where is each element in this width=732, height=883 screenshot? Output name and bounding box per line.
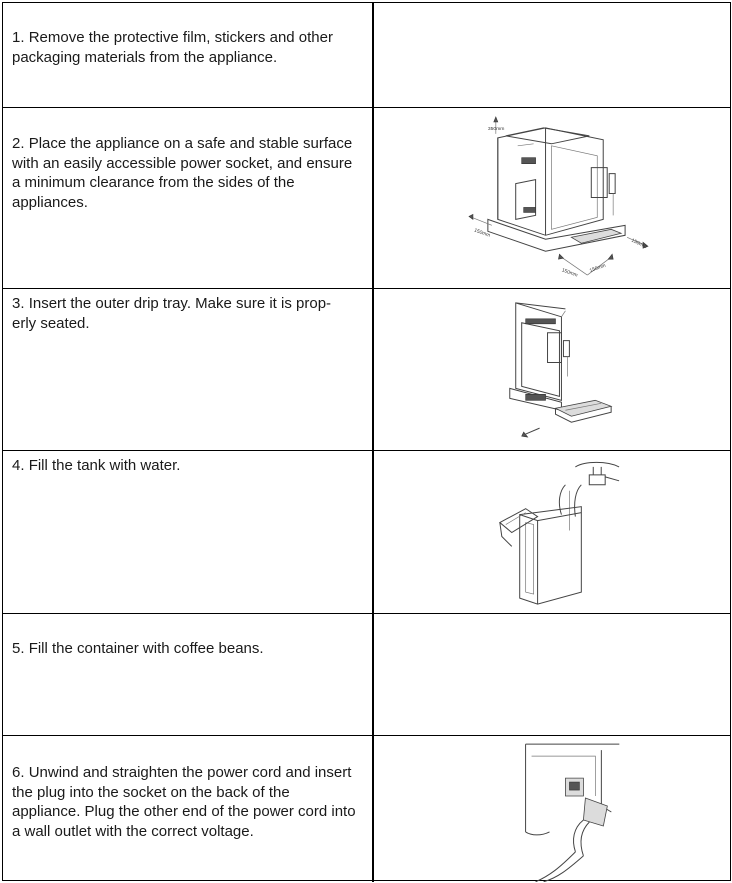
clearance-label-left: 150mm [473, 228, 491, 239]
step-image-cell [376, 289, 730, 450]
step-number: 5. [12, 640, 25, 657]
step-row-4 [3, 451, 730, 614]
instruction-table [2, 2, 731, 881]
step-number: 6. [12, 764, 25, 781]
step-text: Fill the tank with water. [28, 457, 181, 474]
clearance-label-front-right: 150mm [589, 263, 607, 274]
coffee-machine-clearance-illustration [376, 108, 730, 288]
step-number: 4. [12, 457, 25, 474]
step-text-cell [3, 3, 374, 107]
step-text: Place the appliance on a safe and stable surface with an easily accessible power socket, and ensure a minimum clearance from the sides of the appliances. [12, 135, 353, 211]
step-text-cell [3, 451, 374, 613]
step-text: Unwind and straighten the power cord and insert the plug into the socket on the back of the appliance. Plug the other end of the power cord into a wall outlet with the correct voltage. [12, 764, 356, 840]
clearance-label-right: 150mm [630, 238, 648, 251]
step-row-3 [3, 289, 730, 451]
clearance-label-top: 350mm [487, 126, 505, 132]
step-image-cell-empty [376, 3, 730, 107]
step-number: 1. [12, 29, 25, 46]
step-text-line-1: 3. Insert the outer drip tray. Make sure it is prop- [12, 295, 332, 312]
step-image-cell [376, 108, 730, 288]
step-image-cell [376, 736, 730, 882]
step-row-2 [3, 108, 730, 289]
step-number: 3. [12, 295, 25, 312]
step-number: 2. [12, 135, 25, 152]
step-text: Fill the container with coffee beans. [28, 640, 264, 657]
step-row-5 [3, 614, 730, 736]
step-text: Remove the protective film, stickers and other packaging materials from the appliance. [12, 29, 333, 66]
drip-tray-insertion-illustration [376, 289, 730, 450]
step-row-1 [3, 3, 730, 108]
water-tank-filling-illustration [376, 451, 730, 613]
step-text-cell [3, 614, 374, 735]
step-text-cell [3, 289, 374, 450]
step-image-cell-empty [376, 614, 730, 735]
step-text-line-2: erly seated. [12, 314, 90, 332]
step-row-6 [3, 736, 730, 882]
step-image-cell [376, 451, 730, 613]
step-text-cell [3, 108, 374, 288]
power-cord-connection-illustration [376, 736, 730, 882]
clearance-label-front-left: 150mm [560, 268, 579, 279]
step-text-cell [3, 736, 374, 882]
